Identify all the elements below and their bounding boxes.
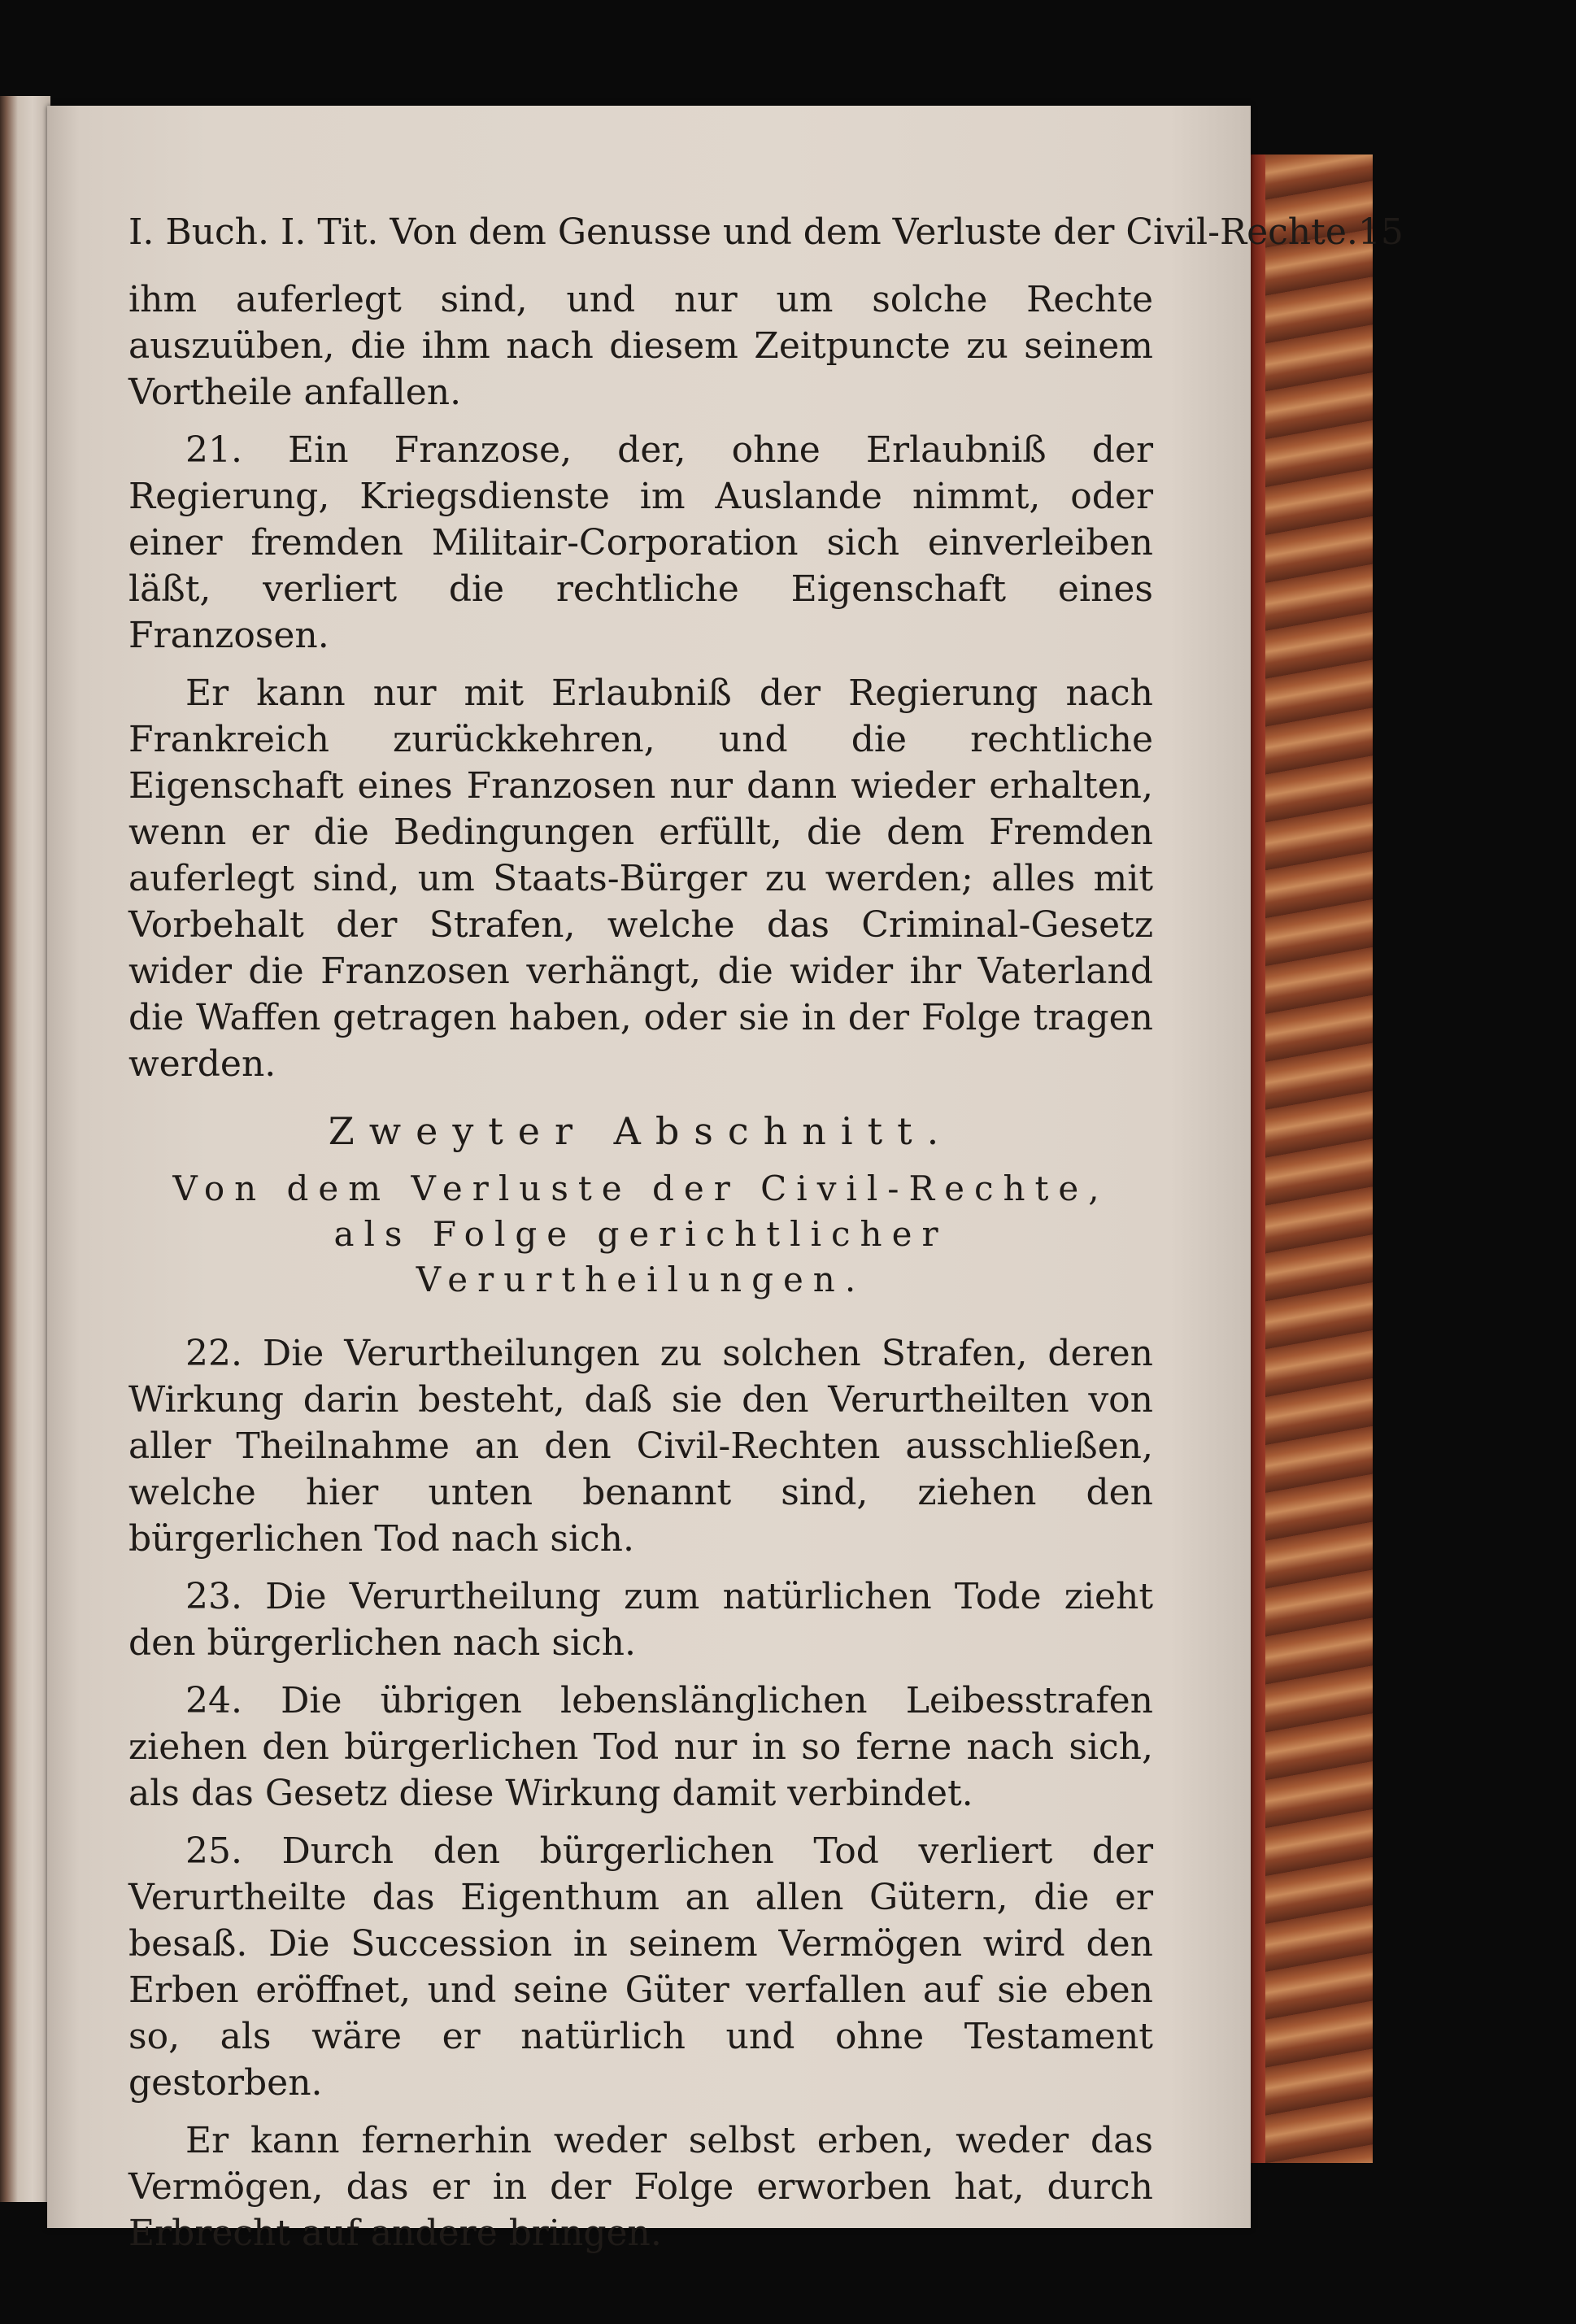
book-cover-edge xyxy=(1251,154,1265,2163)
article-25-continued: Er kann fernerhin weder selbst erben, weder das Vermögen, das er in der Folge erworben hat, durch Erbrecht auf andere bringen. xyxy=(128,2120,1153,2254)
book-page xyxy=(47,106,1404,2254)
article-22: 22. Die Verurtheilungen zu solchen Strafen, deren Wirkung darin besteht, daß sie den Verurtheilten von aller Theilnahme an den Civil-Rechten ausschließen, welche hier unten benannt sind, ziehen den bürgerlichen Tod nach sich. xyxy=(128,1333,1153,1560)
article-23: 23. Die Verurtheilung zum natürlichen Tode zieht den bürgerlichen nach sich. xyxy=(128,1576,1153,1664)
section-title: Zweyter Abschnitt. xyxy=(328,1109,954,1153)
article-21-continued: Er kann nur mit Erlaubniß der Regierung nach Frankreich zurückkehren, und die rechtliche Eigenschaft eines Franzosen nur dann wieder erhalten, wenn er die Bedingungen erfüllt, die dem Fremden auferlegt sind, um Staats-Bürger zu werden; alles mit Vorbehalt der Strafen, welche das Criminal-Gesetz wider die Franzosen verhängt, die wider ihr Vaterland die Waffen getragen haben, oder sie in der Folge tragen werden. xyxy=(128,672,1153,1085)
previous-page-edge xyxy=(0,96,50,2202)
running-header xyxy=(128,203,1404,260)
article-24: 24. Die übrigen lebenslänglichen Leibesstrafen ziehen den bürgerlichen Tod nur in so ferne nach sich, als das Gesetz diese Wirkung damit verbindet. xyxy=(128,1680,1153,1814)
article-25: 25. Durch den bürgerlichen Tod verliert der Verurtheilte das Eigenthum an allen Gütern, die er besaß. Die Succession in seinem Vermögen wird den Erben eröffnet, und seine Güter verfallen auf sie eben so, als wäre er natürlich und ohne Testament gestorben. xyxy=(128,1830,1153,2104)
book-cover xyxy=(1251,154,1373,2163)
paragraph-continuation: ihm auferlegt sind, und nur um solche Rechte auszuüben, die ihm nach diesem Zeitpuncte zu seinem Vortheile anfallen. xyxy=(128,279,1153,413)
article-21: 21. Ein Franzose, der, ohne Erlaubniß der Regierung, Kriegsdienste im Auslande nimmt, oder einer fremden Militair-Corporation sich einverleiben läßt, verliert die rechtliche Eigenschaft eines Franzosen. xyxy=(128,429,1153,656)
page-body xyxy=(128,276,1153,2268)
page-number: 15 xyxy=(1357,211,1404,253)
section-subtitle: Von dem Verluste der Civil-Rechte, als Folge gerichtlicher Verurtheilungen. xyxy=(172,1169,1109,1299)
running-title: I. Buch. I. Tit. Von dem Genusse und dem Verluste der Civil-Rechte. xyxy=(128,211,1358,253)
